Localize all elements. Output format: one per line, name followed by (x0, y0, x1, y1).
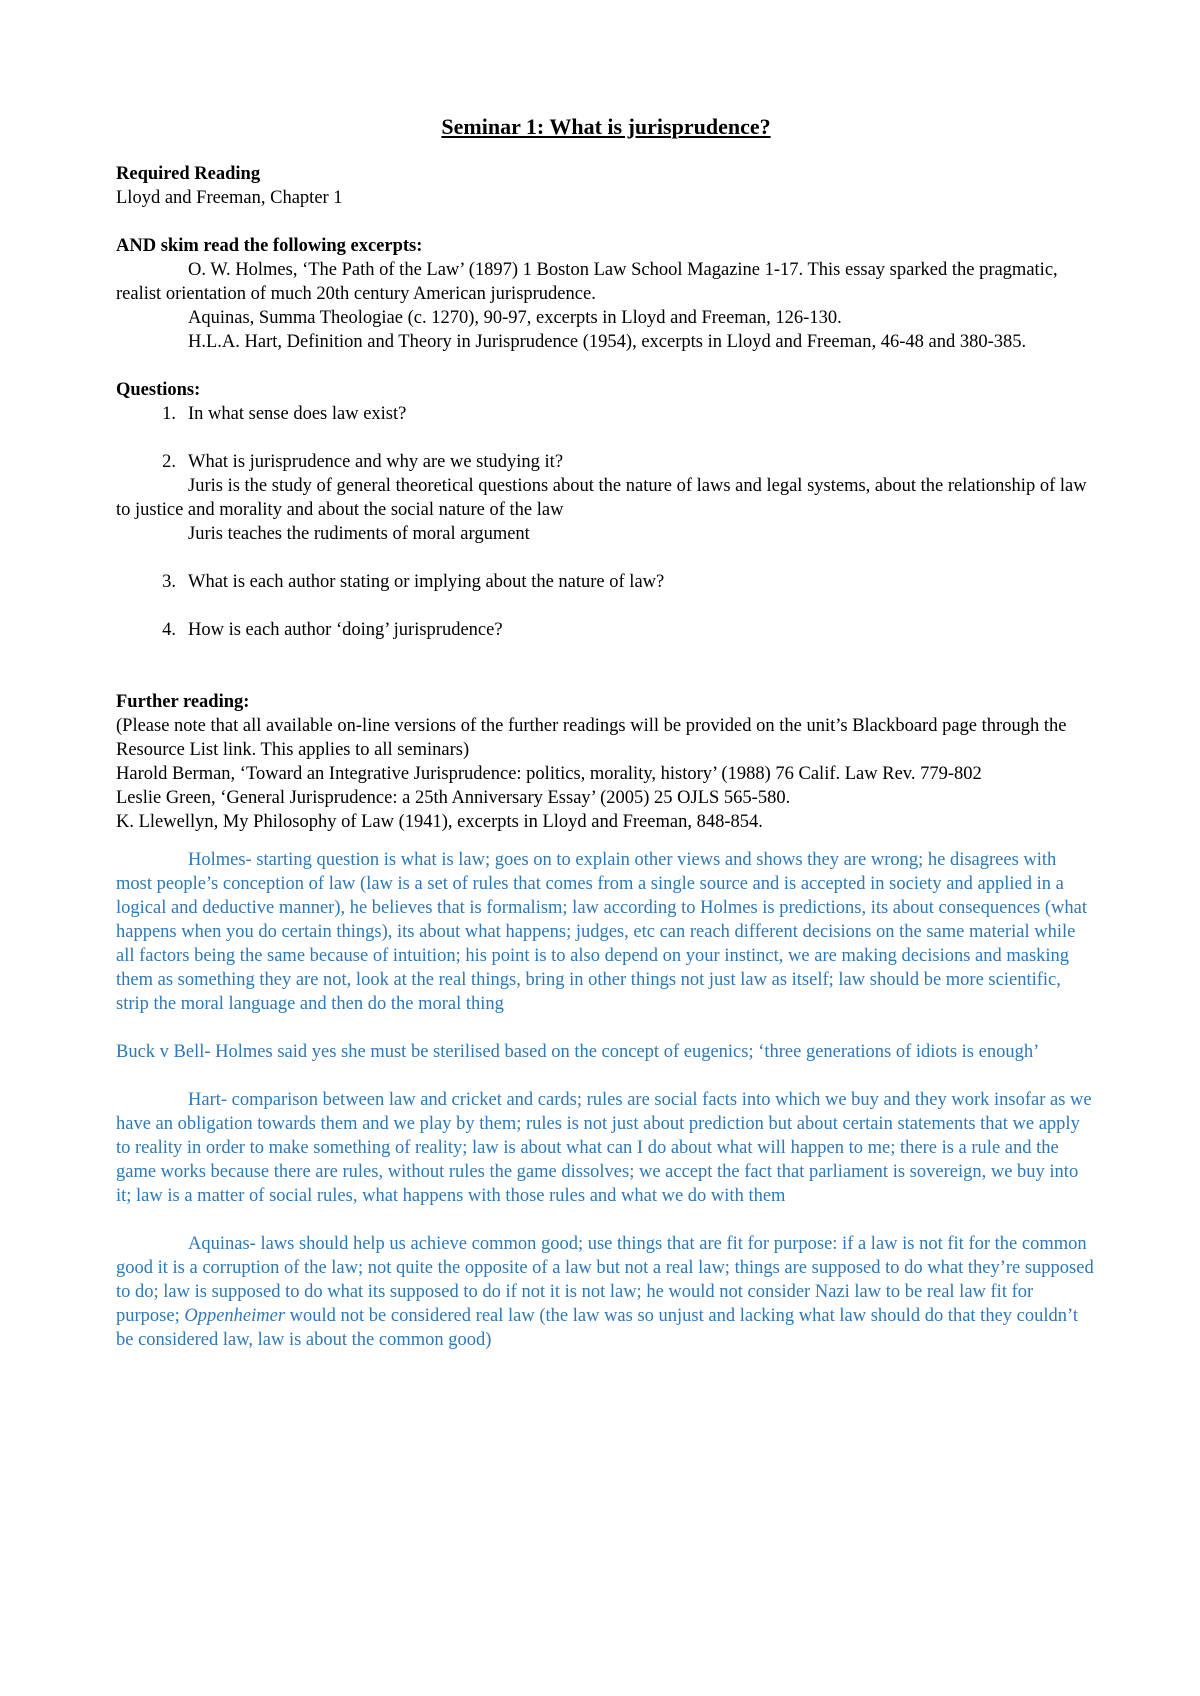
skim-item-hart: H.L.A. Hart, Definition and Theory in Jurisprudence (1954), excerpts in Lloyd and Freeman, 46-48 and 380-385. (188, 332, 1027, 352)
note-aquinas (116, 1232, 1096, 1352)
note-aquinas-case-name: Oppenheimer (184, 1306, 286, 1326)
note-buck-v-bell: Buck v Bell- Holmes said yes she must be sterilised based on the concept of eugenics; ‘three generations of idiots is enough’ (116, 1042, 1040, 1062)
question-2-note: Juris teaches the rudiments of moral argument (188, 524, 530, 544)
page-title: Seminar 1: What is jurisprudence? (441, 114, 771, 139)
required-reading-text: Lloyd and Freeman, Chapter 1 (116, 188, 343, 208)
question-number: 3. (162, 572, 176, 592)
question-text: What is each author stating or implying about the nature of law? (188, 572, 665, 592)
skim-item-aquinas: Aquinas, Summa Theologiae (c. 1270), 90-97, excerpts in Lloyd and Freeman, 126-130. (188, 308, 842, 328)
further-reading-item: K. Llewellyn, My Philosophy of Law (1941), excerpts in Lloyd and Freeman, 848-854. (116, 812, 763, 832)
note-aquinas-part-2: would not be considered real law (the law was so unjust and lacking what law should do that they couldn’t be considered law, law is about the common good) (116, 1306, 1078, 1350)
further-reading-note: (Please note that all available on-line versions of the further readings will be provided on the unit’s Blackboard page through the Resource List link. This applies to all seminars) (116, 716, 1067, 760)
note-aquinas-part-1: Aquinas- laws should help us achieve common good; use things that are fit for purpose: if a law is not fit for the common good it is a corruption of the law; not quite the opposite of a law but not a real law; things are supposed to do what they’re supposed to do; law is supposed to do what its supposed to do if not it is not law; he would not consider Nazi law to be real law fit for purpose; (116, 1234, 1094, 1326)
question-item (116, 450, 1096, 474)
further-reading-item: Harold Berman, ‘Toward an Integrative Jurisprudence: politics, morality, history’ (1988) 76 Calif. Law Rev. 779-802 (116, 764, 982, 784)
question-text: What is jurisprudence and why are we studying it? (188, 452, 564, 472)
question-item (116, 402, 1096, 426)
note-holmes: Holmes- starting question is what is law; goes on to explain other views and shows they are wrong; he disagrees with most people’s conception of law (law is a set of rules that comes from a single source and is accepted in society and applied in a logical and deductive manner), he believes that is formalism; law according to Holmes is predictions, its about consequences (what happens when you do certain things), its about what happens; judges, etc can reach different decisions on the same material while all factors being the same because of intuition; his point is to also depend on your instinct, we are making decisions and masking them as something they are not, look at the real things, bring in other things not just law as itself; law should be more scientific, strip the moral language and then do the moral thing (116, 850, 1087, 1014)
question-item (116, 570, 1096, 594)
further-reading-item: Leslie Green, ‘General Jurisprudence: a 25th Anniversary Essay’ (2005) 25 OJLS 565-580. (116, 788, 791, 808)
question-item (116, 618, 1096, 642)
questions-heading: Questions: (116, 380, 201, 400)
question-number: 1. (162, 404, 176, 424)
question-text: How is each author ‘doing’ jurisprudence? (188, 620, 503, 640)
question-number: 4. (162, 620, 176, 640)
question-number: 2. (162, 452, 176, 472)
further-reading-heading: Further reading: (116, 692, 250, 712)
skim-heading: AND skim read the following excerpts: (116, 236, 423, 256)
question-text: In what sense does law exist? (188, 404, 407, 424)
required-reading-heading: Required Reading (116, 164, 261, 184)
note-hart: Hart- comparison between law and cricket and cards; rules are social facts into which we buy and they work insofar as we have an obligation towards them and we play by them; rules is not just about prediction but about certain statements that we apply to reality in order to make something of reality; law is about what can I do about what will happen to me; there is a rule and the game works because there are rules, without rules the game dissolves; we accept the fact that parliament is sovereign, we buy into it; law is a matter of social rules, what happens with those rules and what we do with them (116, 1090, 1092, 1206)
question-2-note: Juris is the study of general theoretical questions about the nature of laws and legal systems, about the relationship of law to justice and morality and about the social nature of the law (116, 476, 1087, 520)
seminar-notes (116, 848, 1096, 1352)
skim-item-holmes: O. W. Holmes, ‘The Path of the Law’ (1897) 1 Boston Law School Magazine 1-17. This essay sparked the pragmatic, realist orientation of much 20th century American jurisprudence. (116, 260, 1058, 304)
